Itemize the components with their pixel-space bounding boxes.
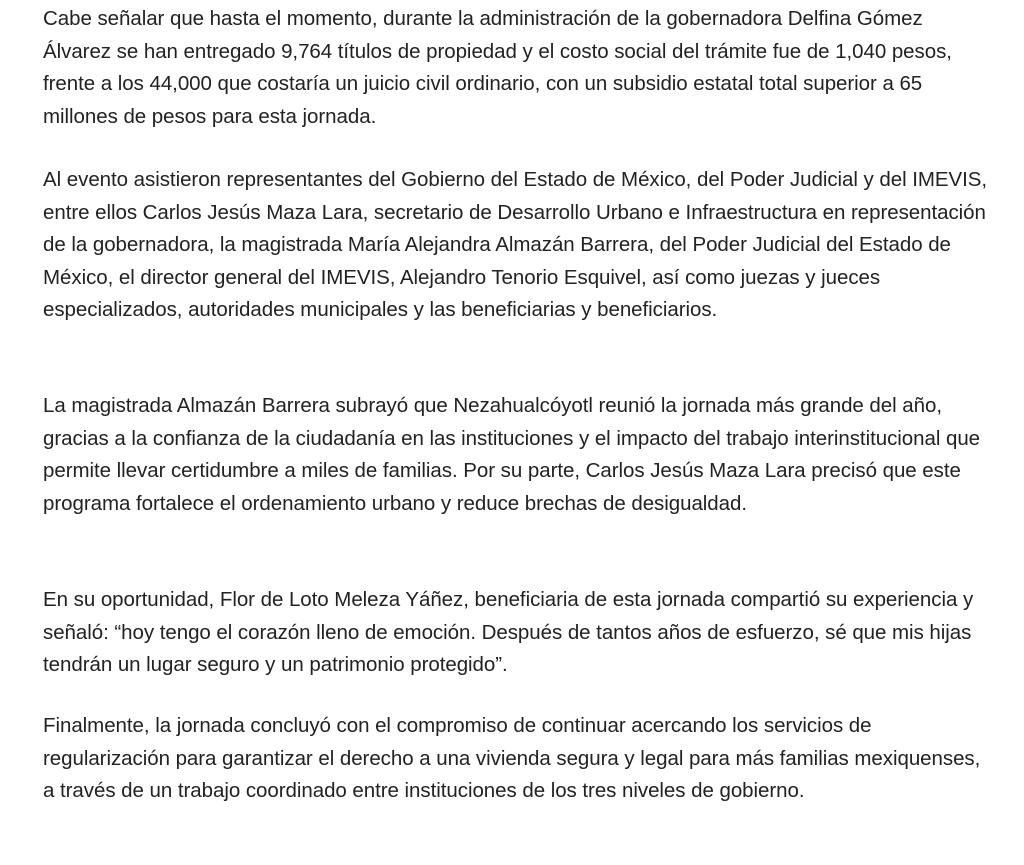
paragraph-testimonio-beneficiaria: En su oportunidad, Flor de Loto Meleza Yáñez, beneficiaria de esta jornada compartió su experiencia y señaló: “hoy tengo el corazón lleno de emoción. Después de tantos años de esfuerzo, sé que mis hijas tendrán un lugar seguro y un patrimonio protegido”. <box>43 588 974 677</box>
paragraph-asistentes-evento: Al evento asistieron representantes del Gobierno del Estado de México, del Poder Judicial y del IMEVIS, entre ellos Carlos Jesús Maza Lara, secretario de Desarrollo Urbano e Infraestructura en representación de la gobernadora, la magistrada María Alejandra Almazán Barrera, del Poder Judicial del Estado de México, el director general del IMEVIS, Alejandro Tenorio Esquivel, así como juezas y jueces especializados, autoridades municipales y las beneficiarias y beneficiarios. <box>43 168 988 322</box>
paragraph-declaracion-magistrada: La magistrada Almazán Barrera subrayó que Nezahualcóyotl reunió la jornada más grande del año, gracias a la confianza de la ciudadanía en las instituciones y el impacto del trabajo interinstitucional que permite llevar certidumbre a miles de familias. Por su parte, Carlos Jesús Maza Lara precisó que este programa fortalece el ordenamiento urbano y reduce brechas de desigualdad. <box>43 394 981 515</box>
paragraph-titulos-entregados: Cabe señalar que hasta el momento, durante la administración de la gobernadora Delfina Gómez Álvarez se han entregado 9,764 títulos de propiedad y el costo social del trámite fue de 1,040 pesos, frente a los 44,000 que costaría un juicio civil ordinario, con un subsidio estatal total superior a 65 millones de pesos para esta jornada. <box>43 7 952 128</box>
paragraph-conclusion: Finalmente, la jornada concluyó con el compromiso de continuar acercando los servicios de regularización para garantizar el derecho a una vivienda segura y legal para más familias mexiquenses, a través de un trabajo coordinado entre instituciones de los tres niveles de gobierno. <box>43 714 981 803</box>
